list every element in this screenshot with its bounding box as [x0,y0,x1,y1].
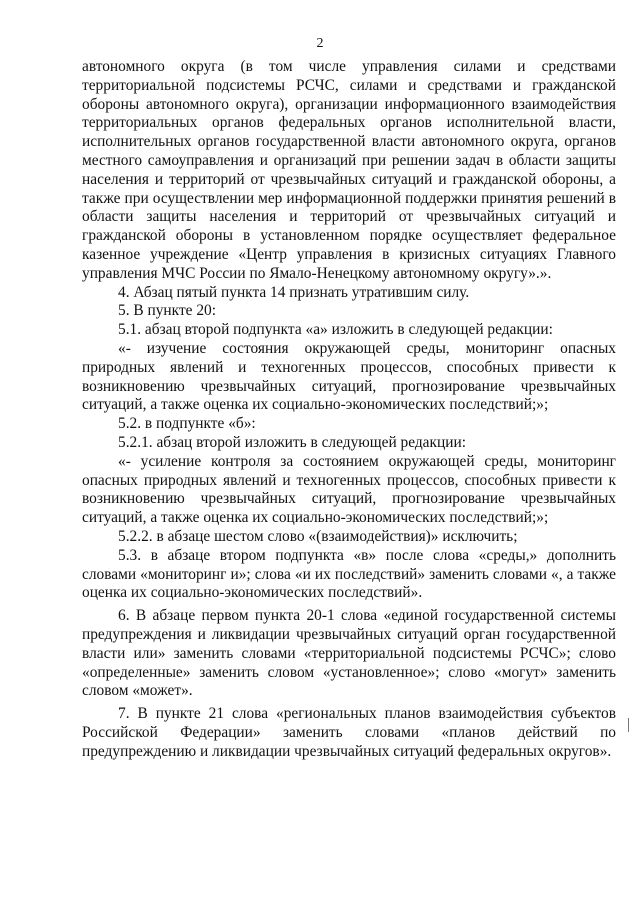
paragraph: «- усиление контроля за состоянием окружающей среды, мониторинг опасных природных явлений и техногенных процессов, способных привести к возникновению чрезвычайных ситуаций, прогнозирование чрезвычайных ситуаций, а также оценка их социально-экономических последствий;»; [82,452,616,527]
paragraph: 7. В пункте 21 слова «региональных планов взаимодействия субъектов Российской Федерации» заменить словами «планов действий по предупреждению и ликвидации чрезвычайных ситуаций федеральных округов». [82,705,616,760]
paragraph: 5.2.2. в абзаце шестом слово «(взаимодействия)» исключить; [118,527,518,545]
paragraph: автономного округа (в том числе управления силами и средствами территориальной подсистемы РСЧС, силами и средствами и гражданской обороны автономного округа), организации информационного взаимодействия территориальных органов федеральных органов исполнительной власти, исполнительных органов государственной власти автономного округа, органов местного самоуправления и организаций при решении задач в области защиты населения и территорий от чрезвычайных ситуаций и гражданской обороны, а также при осуществлении мер информационной поддержки принятия решений в области защиты населения и территорий от чрезвычайных ситуаций и гражданской обороны в установленном порядке осуществляет федеральное казенное учреждение «Центр управления в кризисных ситуациях Главного управления МЧС России по Ямало-Ненецкому автономному округу».». [82,58,616,282]
scan-edge-mark [628,718,629,732]
paragraph: 5.1. абзац второй подпункта «а» изложить в следующей редакции: [118,321,553,339]
paragraph: 5.3. в абзаце втором подпункта «в» после слова «среды,» дополнить словами «мониторинг и»; слова «и их последствий» заменить словами «, а также оценка их социально-экономических последствий». [82,546,616,602]
page-number: 2 [316,36,324,51]
paragraph: 5.2. в подпункте «б»: [118,415,256,433]
paragraph: 5. В пункте 20: [118,302,217,320]
paragraph: 4. Абзац пятый пункта 14 признать утратившим силу. [118,283,470,301]
paragraph: 5.2.1. абзац второй изложить в следующей редакции: [118,433,466,451]
document-body [82,58,616,761]
paragraph: 6. В абзаце первом пункта 20-1 слова «единой государственной системы предупреждения и ликвидации чрезвычайных ситуаций орган государственной власти или» заменить словами «территориальной подсистемы РСЧС»; слово «определенные» заменить словом «установленное»; слово «могут» заменить словом «может». [82,607,616,700]
paragraph: «- изучение состояния окружающей среды, мониторинг опасных природных явлений и техногенных процессов, способных привести к возникновению чрезвычайных ситуаций, прогнозирование чрезвычайных ситуаций, а также оценка их социально-экономических последствий;»; [82,339,616,414]
